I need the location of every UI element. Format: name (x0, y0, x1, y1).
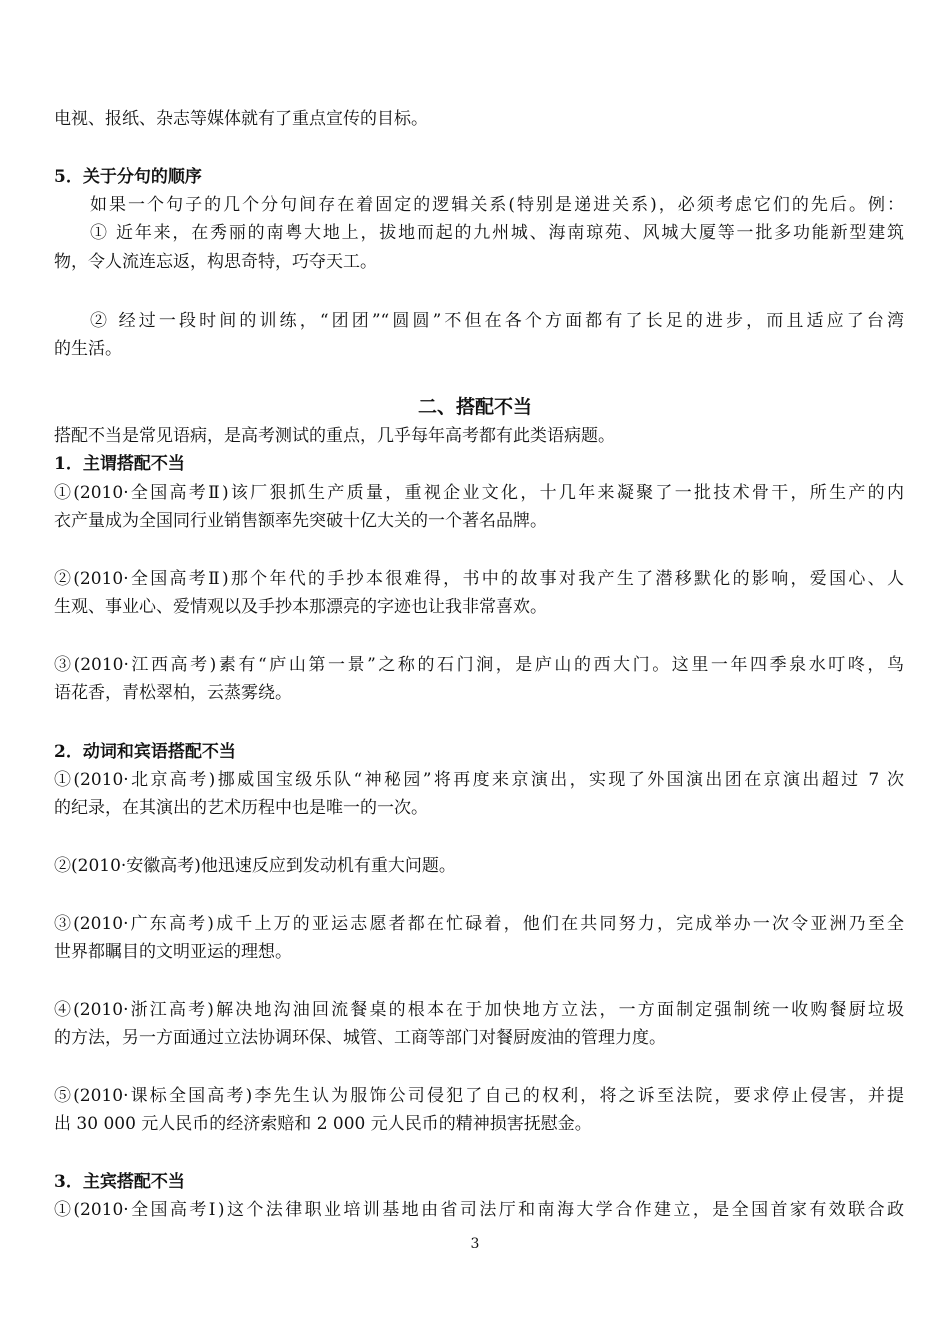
paragraph-line: ② 经过一段时间的训练，“团团”“圆圆”不但在各个方面都有了长足的进步，而且适应了台湾 (90, 311, 904, 331)
paragraph-line: 世界都瞩目的文明亚运的理想。 (54, 942, 292, 962)
paragraph-line: ⑤(2010·课标全国高考)李先生认为服饰公司侵犯了自己的权利，将之诉至法院，要求停止侵害，并提 (54, 1086, 904, 1106)
section-title: 二、搭配不当 (417, 396, 532, 418)
paragraph-line: ②(2010·全国高考Ⅱ)那个年代的手抄本很难得，书中的故事对我产生了潜移默化的影响，爱国心、人 (54, 569, 904, 589)
paragraph-line: 衣产量成为全国同行业销售额率先突破十亿大关的一个著名品牌。 (54, 511, 547, 531)
paragraph-line: ① 近年来，在秀丽的南粤大地上，拔地而起的九州城、海南琼苑、风城大厦等一批多功能新型建筑 (90, 223, 904, 243)
paragraph-line: ②(2010·安徽高考)他迅速反应到发动机有重大问题。 (54, 856, 456, 876)
paragraph-line: ①(2010·北京高考)挪威国宝级乐队“神秘园”将再度来京演出，实现了外国演出团在京演出超过 7 次 (54, 770, 904, 790)
paragraph-line: 的纪录，在其演出的艺术历程中也是唯一的一次。 (54, 798, 428, 818)
paragraph-line: 生观、事业心、爱情观以及手抄本那漂亮的字迹也让我非常喜欢。 (54, 597, 547, 617)
section-heading: 2．动词和宾语搭配不当 (54, 742, 236, 762)
paragraph-line: 物，令人流连忘返，构思奇特，巧夺天工。 (54, 252, 377, 272)
paragraph-line: 如果一个句子的几个分句间存在着固定的逻辑关系(特别是递进关系)，必须考虑它们的先后。例： (90, 195, 904, 215)
section-heading: 1．主谓搭配不当 (54, 454, 185, 474)
paragraph-line: ④(2010·浙江高考)解决地沟油回流餐桌的根本在于加快地方立法，一方面制定强制统一收购餐厨垃圾 (54, 1000, 904, 1020)
page-number: 3 (470, 1236, 480, 1252)
paragraph-line: ③(2010·广东高考)成千上万的亚运志愿者都在忙碌着，他们在共同努力，完成举办一次令亚洲乃至全 (54, 914, 904, 934)
paragraph-line: ③(2010·江西高考)素有“庐山第一景”之称的石门涧，是庐山的西大门。这里一年四季泉水叮咚，鸟 (54, 655, 904, 675)
paragraph-line: ①(2010·全国高考Ⅰ)这个法律职业培训基地由省司法厅和南海大学合作建立，是全国首家有效联合政 (54, 1200, 904, 1220)
paragraph-line: 的生活。 (54, 339, 122, 359)
paragraph-line: 的方法，另一方面通过立法协调环保、城管、工商等部门对餐厨废油的管理力度。 (54, 1028, 666, 1048)
paragraph-line: 电视、报纸、杂志等媒体就有了重点宣传的目标。 (54, 109, 428, 129)
paragraph-line: 语花香，青松翠柏，云蒸雾绕。 (54, 683, 292, 703)
paragraph-line: 搭配不当是常见语病，是高考测试的重点，几乎每年高考都有此类语病题。 (54, 426, 615, 446)
paragraph-line: ①(2010·全国高考Ⅱ)该厂狠抓生产质量，重视企业文化，十几年来凝聚了一批技术骨干，所生产的内 (54, 483, 904, 503)
section-heading: 3．主宾搭配不当 (54, 1172, 185, 1192)
section-heading: 5．关于分句的顺序 (54, 167, 202, 187)
paragraph-line: 出 30 000 元人民币的经济索赔和 2 000 元人民币的精神损害抚慰金。 (54, 1114, 592, 1134)
